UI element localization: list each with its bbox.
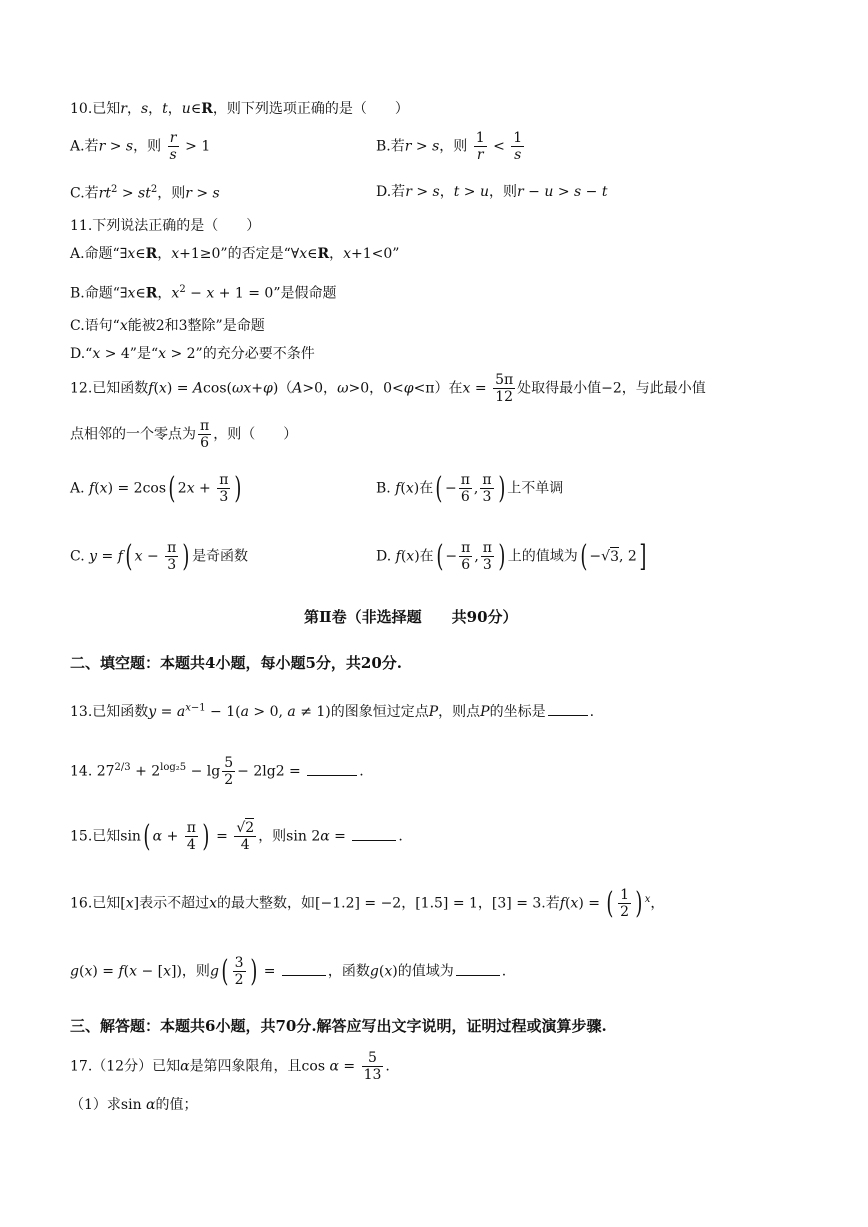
q10-option-a: A.若r > s，则 $\frac{r}{s}$ > 1	[70, 130, 211, 164]
q15: 15.已知sin( α + $\frac{\pi}{4}$ ) = $\frac{√2}{4}$ ，则sin 2α = .	[70, 818, 403, 854]
q10-option-c: C.若$rt^2 > st^2$，则r > s	[70, 184, 220, 202]
q12-option-a: A. f(x) = 2cos( 2x + $\frac{\pi}{3}$ )	[70, 470, 242, 506]
q11-stem: 11.下列说法正确的是（ ）	[70, 218, 261, 234]
q17-sub-1: （1）求sin α的值；	[70, 1097, 198, 1113]
q16-line-1: 16.已知[x]表示不超过x的最大整数，如[−1.2] = −2，[1.5] = 1，[3] = 3.若f(x) = ( $\frac{1}{2}$ ) $^x$，	[70, 885, 665, 921]
fraction: $\frac{r}{s}$	[169, 130, 177, 164]
q11-option-c: C.语句“x能被2和3整除”是命题	[70, 318, 265, 334]
part2-heading: 二、填空题：本题共4小题，每小题5分，共20分.	[70, 654, 402, 672]
section2-title: 第Ⅱ卷（非选择题 共90分）	[304, 608, 518, 626]
q12-stem-1: 12.已知函数f(x) = Acos(ωx+φ)（A>0，ω>0，0<φ<π）在x = $\frac{5\pi}{12}$ 处取得最小值−2，与此最小值	[70, 372, 706, 406]
part3-heading: 三、解答题：本题共6小题，共70分.解答应写出文字说明，证明过程或演算步骤.	[70, 1017, 607, 1035]
q11-option-d: D.“x > 4”是“x > 2”的充分必要不条件	[70, 346, 315, 362]
q12-option-c: C. y = f( x − $\frac{\pi}{3}$ ) 是奇函数	[70, 538, 249, 574]
q17-stem: 17.（12分）已知α是第四象限角，且cos α = $\frac{5}{13}$ .	[70, 1050, 390, 1084]
q10-option-d: D.若r > s，t > u，则r − u > s − t	[376, 184, 608, 200]
q12-stem-2: 点相邻的一个零点为 $\frac{\pi}{6}$ ，则（ ）	[70, 418, 298, 452]
q13: 13.已知函数$y = a^{x-1} - 1(a > 0$, a ≠ 1)的图象恒过定点P，则点P的坐标是 .	[70, 702, 595, 720]
q12-option-d: D. f(x)在( − $\frac{\pi}{6}$ , $\frac{\pi}{3}$ ) 上的值域为( −√3, 2]	[376, 538, 647, 574]
q14: 14. $27^{2/3} + 2^{log_25} - \lg$ $\frac{5}{2}$ − 2lg2 = .	[70, 755, 364, 789]
q11-option-a: A.命题“∃x∈R，x+1≥0”的否定是“∀x∈R，x+1<0”	[70, 246, 400, 262]
q10-stem: 10.已知r，s，t，u∈R，则下列选项正确的是（ ）	[70, 101, 409, 117]
q10-option-b: B.若r > s，则 $\frac{1}{r}$ < $\frac{1}{s}$	[376, 130, 523, 164]
q16-line-2: g(x) = f(x − [x])，则g( $\frac{3}{2}$ ) = ，函数g(x)的值域为 .	[70, 953, 507, 989]
q12-option-b: B. f(x)在( − $\frac{\pi}{6}$ , $\frac{\pi}{3}$ ) 上不单调	[376, 470, 564, 506]
q11-option-b: B.命题“∃x∈R，$x^2 - x + 1 = 0$”是假命题	[70, 284, 337, 302]
